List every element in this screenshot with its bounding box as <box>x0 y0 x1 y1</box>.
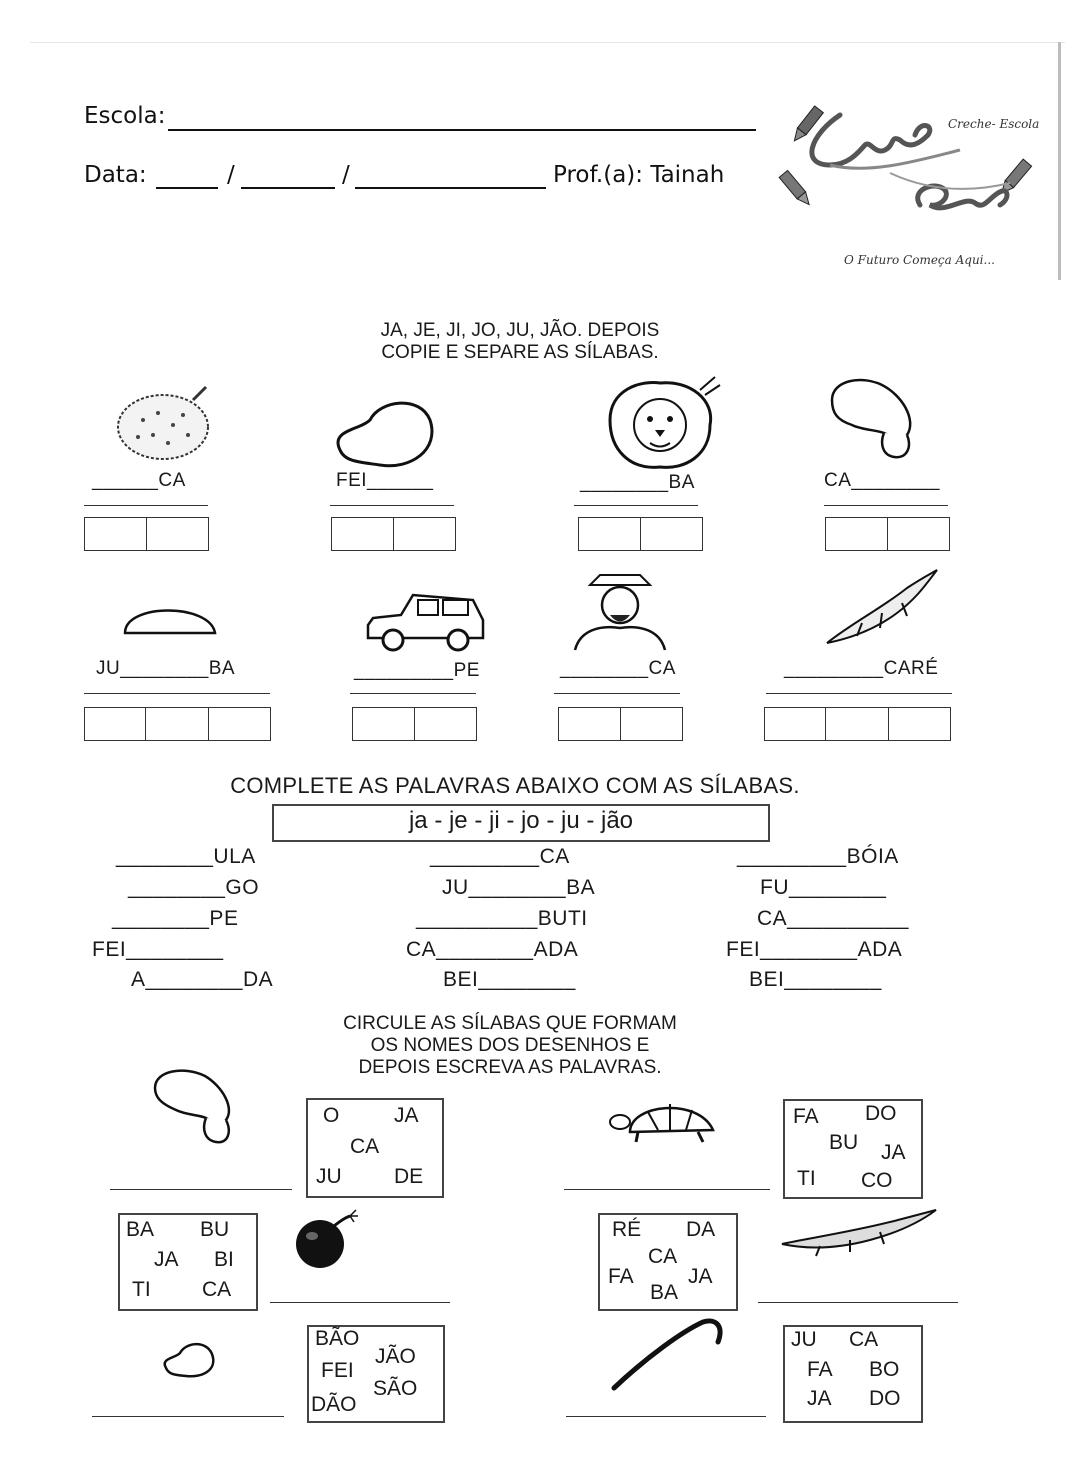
syllable-box-jabuti <box>783 1099 923 1199</box>
fill-word-5[interactable]: JU________BA <box>442 876 596 899</box>
row2-copy-line-2[interactable] <box>350 693 476 694</box>
syl-caju-2[interactable]: JA <box>394 1104 419 1127</box>
fill-word-14[interactable]: BEI________ <box>443 968 576 991</box>
syl-caju-5[interactable]: DE <box>394 1165 424 1188</box>
date-month-field[interactable] <box>241 166 335 189</box>
row1-copy-line-1[interactable] <box>84 505 208 506</box>
syl-cajado-4[interactable]: BO <box>869 1358 900 1381</box>
jeep-icon <box>363 590 488 655</box>
row1-word-2: FEI______ <box>336 470 434 491</box>
syl-jacare-6[interactable]: BA <box>650 1281 679 1304</box>
date-year-field[interactable] <box>355 166 546 189</box>
syl-cajado-5[interactable]: JA <box>807 1387 832 1410</box>
fill-word-15[interactable]: BEI________ <box>749 968 882 991</box>
section3-title-line3: DEPOIS ESCREVA AS PALAVRAS. <box>358 1057 662 1078</box>
jeca-icon <box>565 570 675 655</box>
syl-bomba-1[interactable]: BA <box>126 1218 155 1241</box>
fill-word-13[interactable]: A________DA <box>131 968 274 991</box>
bomb-icon <box>292 1212 362 1272</box>
syllable-bank-text: ja - je - ji - jo - ju - jão <box>408 807 634 834</box>
syl-jabuti-3[interactable]: BU <box>829 1131 859 1154</box>
row2-syllable-boxes-3[interactable] <box>558 707 683 741</box>
lion-icon <box>595 375 725 470</box>
syl-bomba-3[interactable]: JA <box>154 1248 179 1271</box>
logo-tagline-bottom: O Futuro Começa Aqui... <box>844 253 995 267</box>
caju-icon-2 <box>150 1068 240 1148</box>
row1-syllable-boxes-1[interactable] <box>84 517 209 551</box>
row2-syllable-boxes-1[interactable] <box>84 707 271 741</box>
feijao-icon <box>330 390 440 470</box>
feijao-icon-2 <box>160 1338 220 1378</box>
syl-feijao-4[interactable]: SÃO <box>373 1377 418 1400</box>
syl-caju-4[interactable]: JU <box>316 1165 342 1188</box>
syl-jacare-4[interactable]: FA <box>608 1265 634 1288</box>
school-logo <box>770 95 1055 280</box>
date-day-field[interactable] <box>156 166 218 189</box>
syl-jacare-1[interactable]: RÉ <box>612 1218 642 1241</box>
jacare-icon <box>822 568 942 648</box>
fill-word-3[interactable]: _________BÓIA <box>737 845 899 868</box>
school-field[interactable] <box>168 108 756 131</box>
school-label: Escola: <box>84 103 166 129</box>
syl-bomba-6[interactable]: CA <box>202 1278 232 1301</box>
section3-title-line2: OS NOMES DOS DESENHOS E <box>370 1035 650 1056</box>
syl-feijao-3[interactable]: FEI <box>321 1359 354 1382</box>
fill-word-6[interactable]: FU________ <box>760 876 887 899</box>
row2-word-4: _________CARÉ <box>784 658 939 679</box>
syl-caju-1[interactable]: O <box>323 1104 340 1127</box>
syllable-box-caju <box>306 1098 444 1198</box>
syl-bomba-4[interactable]: BI <box>214 1248 234 1271</box>
syl-bomba-2[interactable]: BU <box>200 1218 230 1241</box>
syllable-box-bomba <box>118 1213 258 1311</box>
turtle-icon <box>608 1092 728 1152</box>
fill-word-9[interactable]: CA__________ <box>757 907 909 930</box>
section3-title-line1: CIRCULE AS SÍLABAS QUE FORMAM <box>343 1013 677 1034</box>
syl-jacare-3[interactable]: CA <box>648 1245 678 1268</box>
answer-line-bomba[interactable] <box>270 1302 450 1303</box>
syllable-box-jacare <box>598 1213 738 1311</box>
syl-cajado-1[interactable]: JU <box>791 1328 817 1351</box>
teacher-label: Prof.(a): Tainah <box>553 162 725 188</box>
jacare-icon-2 <box>780 1208 940 1258</box>
syl-jabuti-2[interactable]: DO <box>865 1102 897 1125</box>
row2-copy-line-1[interactable] <box>84 693 270 694</box>
jujuba-icon <box>120 598 220 643</box>
answer-line-jabuti[interactable] <box>564 1189 770 1190</box>
date-label: Data: <box>84 162 147 188</box>
row2-copy-line-3[interactable] <box>554 693 680 694</box>
row1-word-4: CA________ <box>824 470 940 491</box>
syl-bomba-5[interactable]: TI <box>132 1278 151 1301</box>
syllable-box-cajado <box>783 1325 923 1423</box>
syl-jacare-5[interactable]: JA <box>688 1265 713 1288</box>
row2-copy-line-4[interactable] <box>766 693 952 694</box>
syl-feijao-5[interactable]: DÃO <box>311 1393 357 1416</box>
row1-copy-line-4[interactable] <box>824 505 948 506</box>
cajado-icon <box>608 1316 728 1396</box>
jaca-icon <box>108 385 218 465</box>
answer-line-caju[interactable] <box>110 1189 292 1190</box>
caju-icon <box>822 375 922 470</box>
syl-jacare-2[interactable]: DA <box>686 1218 716 1241</box>
fill-word-4[interactable]: ________GO <box>128 876 260 899</box>
section2-title: COMPLETE AS PALAVRAS ABAIXO COM AS SÍLABAS. <box>230 773 800 798</box>
date-slash-1: / <box>227 162 235 188</box>
row1-syllable-boxes-2[interactable] <box>331 517 456 551</box>
fill-word-12[interactable]: FEI________ADA <box>726 938 903 961</box>
section1-title-line2: COPIE E SEPARE AS SÍLABAS. <box>381 342 659 363</box>
row1-copy-line-3[interactable] <box>574 505 698 506</box>
row1-word-1: ______CA <box>92 470 186 491</box>
syllable-box-feijao <box>307 1325 445 1423</box>
row2-syllable-boxes-2[interactable] <box>352 707 477 741</box>
syl-feijao-1[interactable]: BÃO <box>315 1327 360 1350</box>
fill-word-10[interactable]: FEI________ <box>92 938 224 961</box>
fill-word-8[interactable]: __________BUTI <box>416 907 588 930</box>
fill-word-7[interactable]: ________PE <box>112 907 239 930</box>
top-border <box>30 42 1065 43</box>
syl-jabuti-4[interactable]: JA <box>881 1141 906 1164</box>
right-border <box>1058 42 1061 280</box>
fill-word-2[interactable]: _________CA <box>430 845 570 868</box>
date-slash-2: / <box>342 162 350 188</box>
answer-line-jacare[interactable] <box>758 1302 958 1303</box>
syl-jabuti-1[interactable]: FA <box>793 1105 819 1128</box>
fill-word-1[interactable]: ________ULA <box>116 845 256 868</box>
syl-cajado-2[interactable]: CA <box>849 1328 879 1351</box>
row1-syllable-boxes-4[interactable] <box>825 517 950 551</box>
answer-line-cajado[interactable] <box>566 1416 766 1417</box>
row2-word-2: _________PE <box>354 660 480 681</box>
syl-cajado-3[interactable]: FA <box>807 1358 833 1381</box>
section1-title-line1: JA, JE, JI, JO, JU, JÃO. DEPOIS <box>380 320 660 341</box>
row1-copy-line-2[interactable] <box>330 505 454 506</box>
row1-syllable-boxes-3[interactable] <box>578 517 703 551</box>
answer-line-feijao[interactable] <box>92 1416 284 1417</box>
logo-tagline-top: Creche- Escola <box>948 117 1040 131</box>
row2-word-3: ________CA <box>560 658 676 679</box>
syl-cajado-6[interactable]: DO <box>869 1387 901 1410</box>
syl-caju-3[interactable]: CA <box>350 1135 380 1158</box>
syl-feijao-2[interactable]: JÃO <box>375 1345 416 1368</box>
row2-syllable-boxes-4[interactable] <box>764 707 951 741</box>
syl-jabuti-6[interactable]: CO <box>861 1169 893 1192</box>
row2-word-1: JU________BA <box>96 658 236 679</box>
fill-word-11[interactable]: CA________ADA <box>406 938 579 961</box>
row1-word-3: ________BA <box>580 472 695 493</box>
syl-jabuti-5[interactable]: TI <box>797 1167 816 1190</box>
